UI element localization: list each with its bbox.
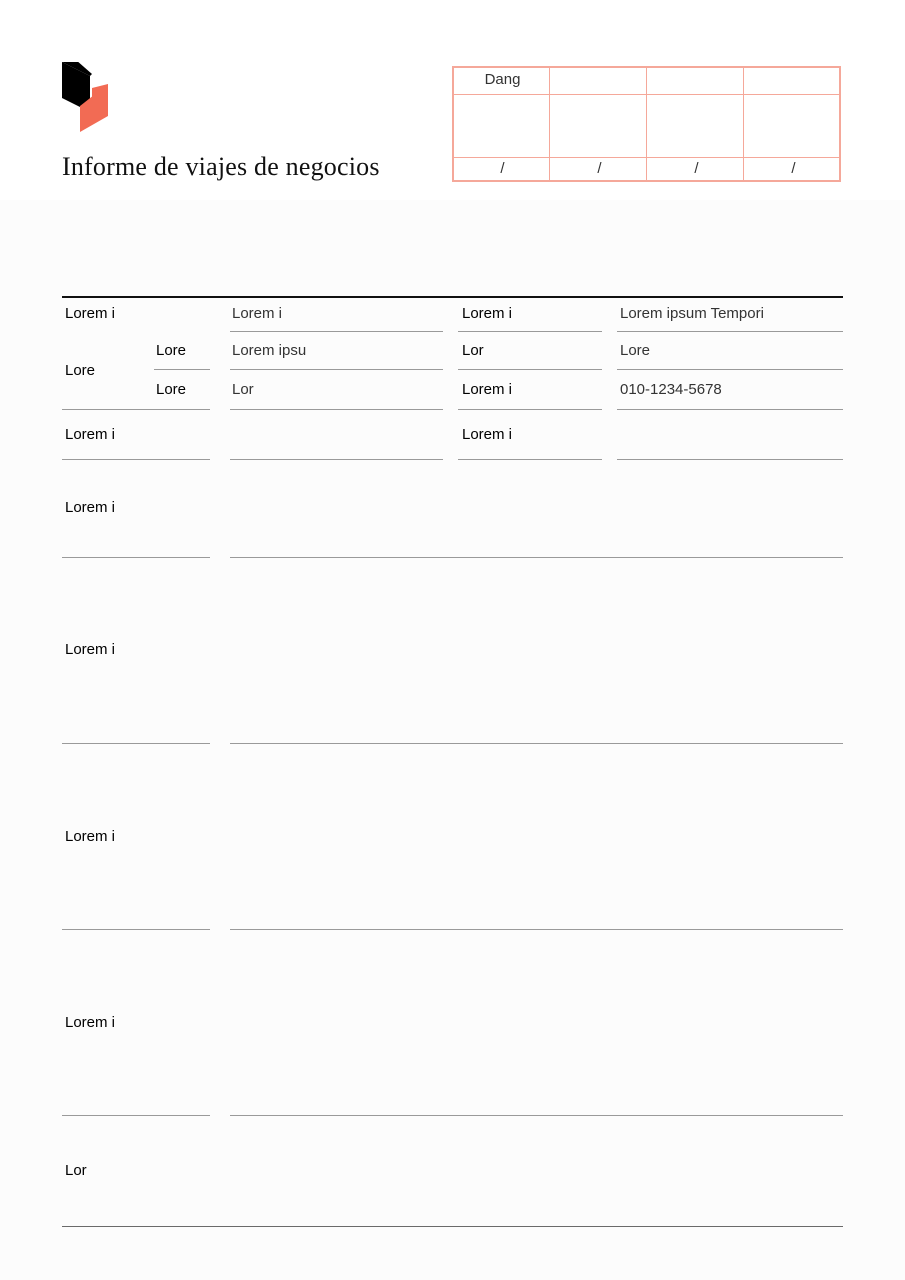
- group-label: Lore: [65, 362, 96, 379]
- row-rule: [230, 331, 443, 332]
- field-label-5: Lorem i: [65, 426, 116, 443]
- row-rule: [62, 409, 210, 410]
- section-content-4[interactable]: [232, 938, 840, 1110]
- form-background: [0, 200, 905, 1280]
- row-rule: [617, 409, 843, 410]
- section-label-4: Lorem i: [65, 1014, 116, 1031]
- approval-date-1: /: [500, 160, 505, 177]
- row-rule: [458, 331, 602, 332]
- row-rule: [62, 1115, 210, 1116]
- row-rule: [230, 459, 443, 460]
- row-rule: [230, 369, 443, 370]
- section-label-2: Lorem i: [65, 641, 116, 658]
- row-rule: [617, 459, 843, 460]
- row-rule: [230, 409, 443, 410]
- group-sub-value-2[interactable]: Lor: [232, 381, 254, 398]
- approval-box: [452, 66, 841, 182]
- form-bottom-rule: [62, 1226, 843, 1227]
- row-rule: [62, 743, 210, 744]
- section-content-5[interactable]: [232, 1124, 840, 1220]
- company-logo: [62, 62, 110, 134]
- row-rule: [617, 331, 843, 332]
- approval-header-1: Dang: [484, 71, 521, 88]
- row-rule: [62, 557, 210, 558]
- group-sub-label-1: Lore: [156, 342, 187, 359]
- page-title: Informe de viajes de negocios: [62, 152, 380, 181]
- row-rule: [617, 369, 843, 370]
- form-top-rule: [62, 296, 843, 298]
- row-rule: [230, 929, 843, 930]
- group-sub-label-2: Lore: [156, 381, 187, 398]
- row-rule: [458, 459, 602, 460]
- section-label-3: Lorem i: [65, 828, 116, 845]
- row-rule: [458, 409, 602, 410]
- row-rule: [230, 1115, 843, 1116]
- approval-date-3: /: [694, 160, 699, 177]
- section-label-5: Lor: [65, 1162, 87, 1179]
- row-rule: [230, 557, 843, 558]
- field-value-3[interactable]: Lore: [620, 342, 651, 359]
- section-content-3[interactable]: [232, 752, 840, 924]
- approval-date-4: /: [791, 160, 796, 177]
- field-label-1: Lorem i: [65, 305, 116, 322]
- section-label-1: Lorem i: [65, 499, 116, 516]
- row-rule: [154, 369, 210, 370]
- section-content-2[interactable]: [232, 566, 840, 738]
- section-content-1[interactable]: [232, 468, 840, 552]
- row-rule: [62, 459, 210, 460]
- field-label-2: Lorem i: [462, 305, 513, 322]
- row-rule: [230, 743, 843, 744]
- field-value-2[interactable]: Lorem ipsum Tempori: [620, 305, 764, 322]
- approval-date-2: /: [597, 160, 602, 177]
- field-label-6: Lorem i: [462, 426, 513, 443]
- field-label-3: Lor: [462, 342, 484, 359]
- group-sub-value-1[interactable]: Lorem ipsu: [232, 342, 307, 359]
- row-rule: [62, 929, 210, 930]
- row-rule: [458, 369, 602, 370]
- phone-value[interactable]: 010-1234-5678: [620, 381, 722, 398]
- field-value-1[interactable]: Lorem i: [232, 305, 283, 322]
- field-label-4: Lorem i: [462, 381, 513, 398]
